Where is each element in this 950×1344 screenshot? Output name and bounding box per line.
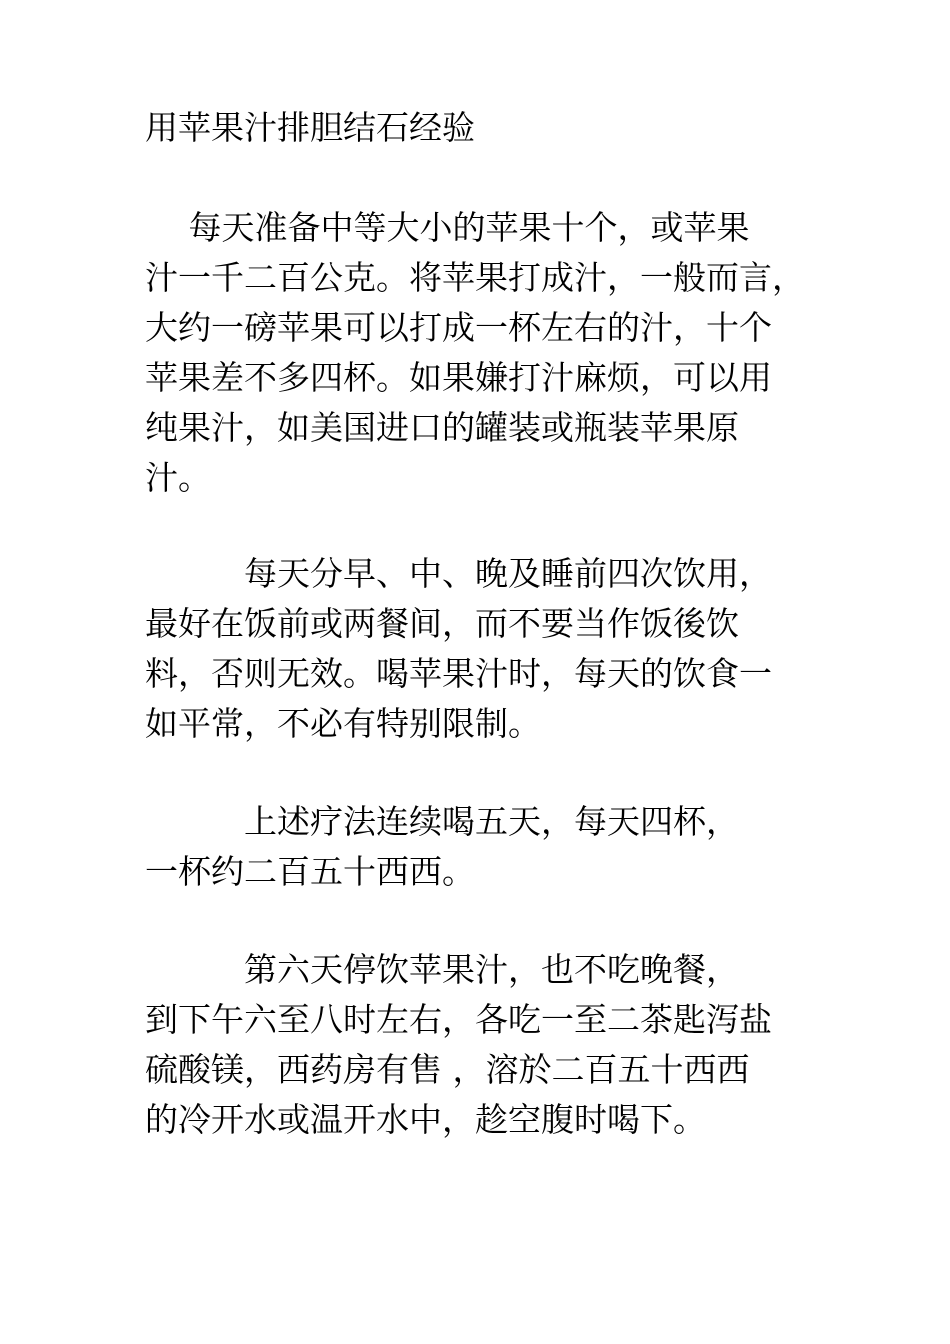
- text-line: 的冷开水或温开水中，趁空腹时喝下。: [145, 1100, 706, 1139]
- text-line: 每天分早、中、晚及睡前四次饮用，: [145, 554, 772, 593]
- paragraph-1: [145, 203, 825, 503]
- paragraph-2: [145, 549, 825, 749]
- text-line: 一杯约二百五十西西。: [145, 852, 475, 891]
- paragraph-3: [145, 797, 825, 897]
- text-line: 纯果汁，如美国进口的罐装或瓶装苹果原: [145, 408, 739, 447]
- text-line: 如平常，不必有特别限制。: [145, 704, 541, 743]
- text-line: 每天准备中等大小的苹果十个，或苹果: [145, 208, 750, 247]
- text-line: 汁。: [145, 458, 211, 497]
- text-line: 料，否则无效。喝苹果汁时，每天的饮食一: [145, 654, 772, 693]
- text-line: 上述疗法连续喝五天，每天四杯，: [145, 802, 739, 841]
- text-line: 到下午六至八时左右，各吃一至二茶匙泻盐: [145, 1000, 772, 1039]
- text-line: 汁一千二百公克。将苹果打成汁，一般而言，: [145, 258, 805, 297]
- paragraph-4: [145, 945, 825, 1145]
- text-line: 第六天停饮苹果汁，也不吃晚餐，: [145, 950, 739, 989]
- text-line: 大约一磅苹果可以打成一杯左右的汁，十个: [145, 308, 772, 347]
- text-line: 苹果差不多四杯。如果嫌打汁麻烦，可以用: [145, 358, 772, 397]
- text-line: 硫酸镁，西药房有售 ，溶於二百五十西西: [145, 1050, 750, 1089]
- document-title: 用苹果汁排胆结石经验: [145, 108, 475, 147]
- text-line: 最好在饭前或两餐间，而不要当作饭後饮: [145, 604, 739, 643]
